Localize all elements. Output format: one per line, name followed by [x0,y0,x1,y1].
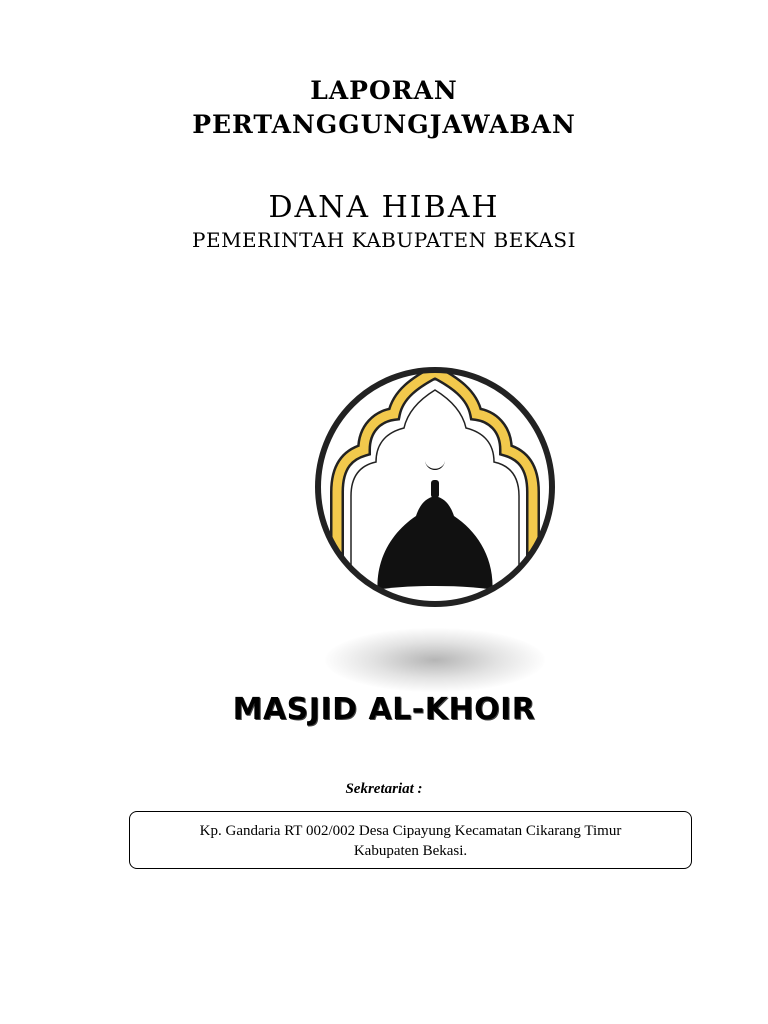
report-title-line-1: LAPORAN [310,76,458,105]
logo-shadow [325,628,545,692]
address-line-2: Kabupaten Bekasi. [353,843,468,859]
address-box [129,811,692,869]
organization-name: MASJID AL-KHOIR [232,692,536,727]
report-title-line-2: PERTANGGUNGJAWABAN [192,110,576,139]
government-name: PEMERINTAH KABUPATEN BEKASI [192,228,576,252]
mosque-dome-icon [312,364,558,610]
secretariat-label: Sekretariat : [345,781,423,797]
address-line-1: Kp. Gandaria RT 002/002 Desa Cipayung Kecamatan Cikarang Timur [199,823,622,839]
report-subtitle: DANA HIBAH [268,190,500,225]
dome-finial [431,480,439,498]
